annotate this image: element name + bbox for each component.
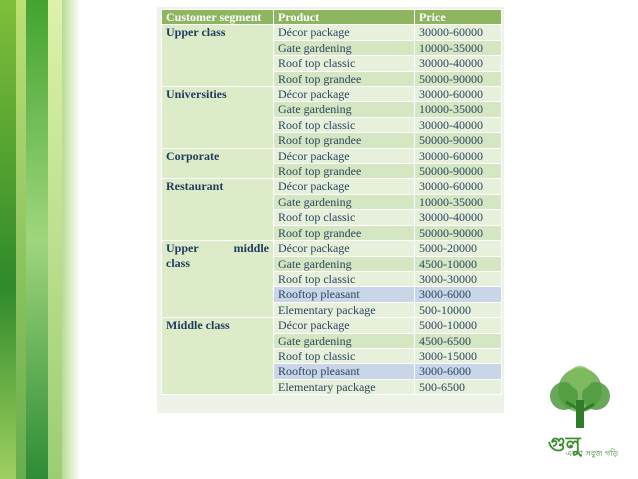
product-cell: Gate gardening bbox=[274, 40, 415, 55]
header-price: Price bbox=[415, 10, 502, 25]
price-cell: 30000-60000 bbox=[415, 179, 502, 194]
segment-cell: Upper class bbox=[162, 25, 274, 87]
price-cell: 30000-60000 bbox=[415, 25, 502, 40]
stripe bbox=[62, 0, 80, 479]
product-cell: Roof top classic bbox=[274, 271, 415, 286]
product-cell: Roof top grandee bbox=[274, 164, 415, 179]
price-cell: 3000-30000 bbox=[415, 271, 502, 286]
product-cell: Elementary package bbox=[274, 379, 415, 394]
pricing-table bbox=[161, 9, 502, 395]
price-cell: 30000-40000 bbox=[415, 210, 502, 225]
product-cell: Roof top classic bbox=[274, 56, 415, 71]
product-cell: Roof top grandee bbox=[274, 225, 415, 240]
price-cell: 50000-90000 bbox=[415, 133, 502, 148]
segment-label-line: class bbox=[166, 255, 190, 270]
price-cell: 3000-6000 bbox=[415, 287, 502, 302]
price-cell: 30000-60000 bbox=[415, 148, 502, 163]
segment-cell: Universities bbox=[162, 87, 274, 149]
price-cell: 500-10000 bbox=[415, 302, 502, 317]
product-cell: Décor package bbox=[274, 241, 415, 256]
price-cell: 3000-6000 bbox=[415, 364, 502, 379]
table-row bbox=[162, 25, 502, 40]
product-cell: Décor package bbox=[274, 25, 415, 40]
table-row bbox=[162, 179, 502, 194]
price-cell: 30000-40000 bbox=[415, 56, 502, 71]
header-product: Product bbox=[274, 10, 415, 25]
table-row bbox=[162, 87, 502, 102]
price-cell: 500-6500 bbox=[415, 379, 502, 394]
segment-cell: Middle class bbox=[162, 318, 274, 395]
table-row bbox=[162, 318, 502, 333]
stripe bbox=[16, 0, 26, 479]
product-cell: Décor package bbox=[274, 179, 415, 194]
segment-label-part: Upper bbox=[166, 241, 199, 256]
price-cell: 3000-15000 bbox=[415, 348, 502, 363]
product-cell: Roof top classic bbox=[274, 348, 415, 363]
product-cell: Décor package bbox=[274, 87, 415, 102]
product-cell: Roof top classic bbox=[274, 117, 415, 132]
price-cell: 5000-20000 bbox=[415, 241, 502, 256]
product-cell: Roof top classic bbox=[274, 210, 415, 225]
price-cell: 50000-90000 bbox=[415, 225, 502, 240]
segment-cell bbox=[162, 241, 274, 318]
price-cell: 50000-90000 bbox=[415, 164, 502, 179]
product-cell: Rooftop pleasant bbox=[274, 364, 415, 379]
segment-label-part: middle bbox=[233, 241, 269, 256]
product-cell: Décor package bbox=[274, 318, 415, 333]
table-body bbox=[162, 25, 502, 395]
stripe bbox=[48, 0, 62, 479]
table-row bbox=[162, 148, 502, 163]
table-header-row bbox=[162, 10, 502, 25]
price-cell: 4500-6500 bbox=[415, 333, 502, 348]
segment-label-line bbox=[166, 241, 269, 255]
product-cell: Rooftop pleasant bbox=[274, 287, 415, 302]
product-cell: Elementary package bbox=[274, 302, 415, 317]
price-cell: 10000-35000 bbox=[415, 194, 502, 209]
product-cell: Roof top grandee bbox=[274, 71, 415, 86]
price-cell: 30000-40000 bbox=[415, 117, 502, 132]
logo-wordmark: গুলু bbox=[548, 432, 581, 456]
price-cell: 5000-10000 bbox=[415, 318, 502, 333]
product-cell: Gate gardening bbox=[274, 333, 415, 348]
logo-tagline: এসো সবুজ গড়ি bbox=[566, 449, 619, 458]
product-cell: Décor package bbox=[274, 148, 415, 163]
product-cell: Gate gardening bbox=[274, 194, 415, 209]
product-cell: Gate gardening bbox=[274, 256, 415, 271]
price-cell: 50000-90000 bbox=[415, 71, 502, 86]
header-segment: Customer segment bbox=[162, 10, 274, 25]
segment-cell: Restaurant bbox=[162, 179, 274, 241]
price-cell: 10000-35000 bbox=[415, 40, 502, 55]
decorative-stripes bbox=[0, 0, 80, 479]
price-cell: 4500-10000 bbox=[415, 256, 502, 271]
product-cell: Roof top grandee bbox=[274, 133, 415, 148]
stripe bbox=[26, 0, 48, 479]
price-cell: 10000-35000 bbox=[415, 102, 502, 117]
product-cell: Gate gardening bbox=[274, 102, 415, 117]
table-row bbox=[162, 241, 502, 256]
stripe bbox=[0, 0, 16, 479]
price-cell: 30000-60000 bbox=[415, 87, 502, 102]
segment-cell: Corporate bbox=[162, 148, 274, 179]
